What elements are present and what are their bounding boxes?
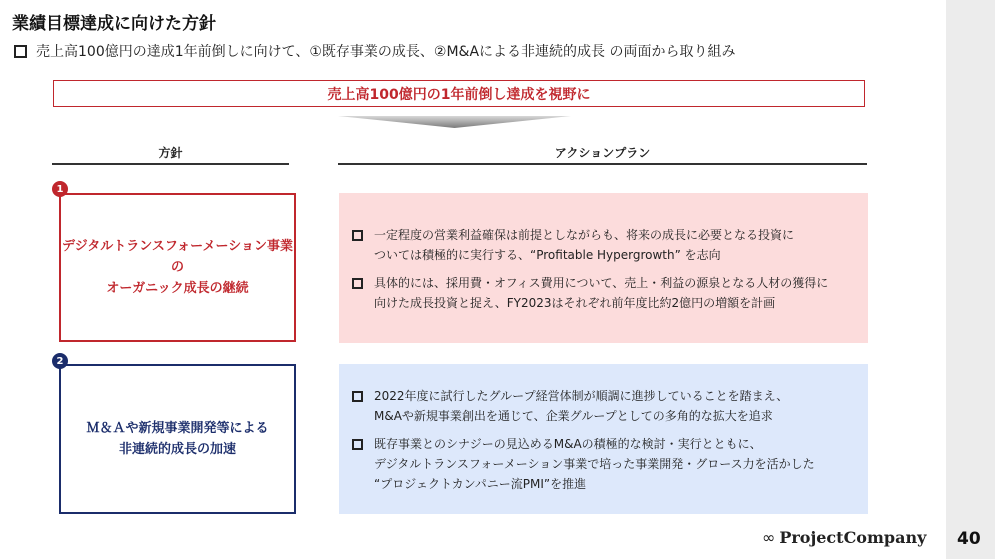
- policy-card-2-text: [86, 418, 268, 460]
- square-bullet-icon: [14, 45, 27, 58]
- page-subtitle: [36, 41, 735, 61]
- bullet-line: “プロジェクトカンパニー流PMI”を推進: [374, 477, 587, 491]
- page-number: 40: [957, 529, 981, 549]
- goal-text: 売上高100億円の1年前倒し達成を視野に: [327, 86, 591, 103]
- column-header-policy: 方針: [158, 146, 183, 160]
- action-panel-2: [339, 364, 868, 514]
- down-arrow-icon: [338, 116, 571, 128]
- right-margin-strip: [946, 0, 995, 559]
- square-bullet-icon: [352, 230, 363, 241]
- policy-card-2-line: 非連続的成長の加速: [118, 442, 236, 457]
- policy-card-1-text: [61, 236, 294, 299]
- column-header-policy-rule: [52, 163, 289, 165]
- goal-banner: [53, 80, 865, 107]
- number-badge-1: 1: [52, 181, 68, 197]
- number-badge-2: 2: [52, 353, 68, 369]
- bullet-line: 2022年度に試行したグループ経営体制が順調に進捗していることを踏まえ、: [374, 389, 789, 403]
- bullet-line: 一定程度の営業利益確保は前提としながらも、将来の成長に必要となる投資に: [374, 228, 795, 242]
- square-bullet-icon: [352, 278, 363, 289]
- action-bullet: [374, 386, 788, 426]
- action-bullet: [374, 225, 794, 265]
- column-header-action: アクションプラン: [554, 146, 651, 160]
- bullet-line: 向けた成長投資と捉え、FY2023はそれぞれ前年度比約2億円の増額を計画: [374, 296, 776, 310]
- page-title: 業績目標達成に向けた方針: [12, 14, 216, 34]
- policy-card-1-line: オーガニック成長の継続: [106, 281, 249, 296]
- square-bullet-icon: [352, 439, 363, 450]
- subtitle-text: 売上高100億円の達成1年前倒しに向けて、①既存事業の成長、②M&Aによる非連続的成長 の両面から取り組み: [36, 44, 736, 60]
- action-bullet: [374, 273, 828, 313]
- action-bullet: [374, 434, 815, 494]
- policy-card-1: [59, 193, 296, 342]
- bullet-line: 既存事業とのシナジーの見込めるM&Aの積極的な検討・実行とともに、: [374, 437, 762, 451]
- bullet-line: ついては積極的に実行する、“Profitable Hypergrowth” を志向: [374, 248, 721, 262]
- bullet-line: デジタルトランスフォーメーション事業で培った事業開発・グロース力を活かした: [374, 457, 815, 471]
- bullet-line: M&Aや新規事業創出を通じて、企業グループとしての多角的な拡大を追求: [374, 409, 773, 423]
- square-bullet-icon: [352, 391, 363, 402]
- policy-card-1-line: デジタルトランスフォーメーション事業の: [61, 239, 293, 275]
- column-header-action-rule: [338, 163, 867, 165]
- policy-card-2: [59, 364, 296, 514]
- infinity-icon: ∞: [762, 528, 776, 547]
- company-logo: [762, 528, 926, 547]
- bullet-line: 具体的には、採用費・オフィス費用について、売上・利益の源泉となる人材の獲得に: [374, 276, 829, 290]
- policy-card-2-line: Ｍ＆Ａや新規事業開発等による: [86, 421, 269, 436]
- action-panel-1: [339, 193, 868, 343]
- company-logo-text: ProjectCompany: [779, 528, 927, 547]
